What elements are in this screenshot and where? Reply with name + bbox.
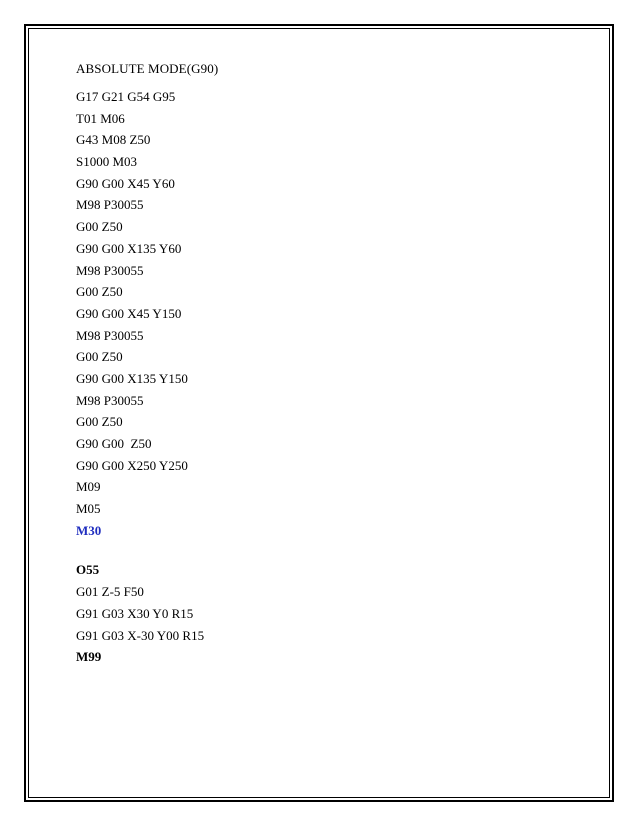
- code-line: G91 G03 X30 Y0 R15: [76, 605, 194, 621]
- code-line: M98 P30055: [76, 392, 144, 408]
- main-program: [76, 86, 576, 541]
- code-line: G91 G03 X-30 Y00 R15: [76, 627, 205, 643]
- code-line: G01 Z-5 F50: [76, 584, 144, 600]
- code-line: M09: [76, 479, 101, 495]
- code-line: G00 Z50: [76, 284, 123, 300]
- code-line: G00 Z50: [76, 349, 123, 365]
- code-line: G90 G00 X135 Y60: [76, 240, 182, 256]
- subprogram-title: O55: [76, 562, 100, 578]
- code-line: M98 P30055: [76, 327, 144, 343]
- code-line: G00 Z50: [76, 414, 123, 430]
- code-line: M98 P30055: [76, 197, 144, 213]
- section-spacer: [76, 541, 576, 559]
- code-line: G90 G00 X135 Y150: [76, 370, 188, 386]
- program-end-code: M30: [76, 522, 102, 538]
- code-line: G90 G00 X45 Y60: [76, 175, 175, 191]
- document-content: [76, 60, 576, 668]
- code-line: M98 P30055: [76, 262, 144, 278]
- section-heading: ABSOLUTE MODE(G90): [76, 61, 219, 76]
- code-line: T01 M06: [76, 110, 125, 126]
- subprogram: [76, 559, 576, 667]
- code-line: G17 G21 G54 G95: [76, 89, 176, 104]
- code-line: S1000 M03: [76, 154, 138, 170]
- code-line: G00 Z50: [76, 219, 123, 235]
- code-line: G90 G00 X250 Y250: [76, 457, 188, 473]
- code-line: G90 G00 Z50: [76, 436, 152, 451]
- subprogram-end-code: M99: [76, 649, 102, 665]
- code-line: M05: [76, 501, 101, 517]
- code-line: G90 G00 X45 Y150: [76, 305, 182, 321]
- code-line: G43 M08 Z50: [76, 132, 151, 148]
